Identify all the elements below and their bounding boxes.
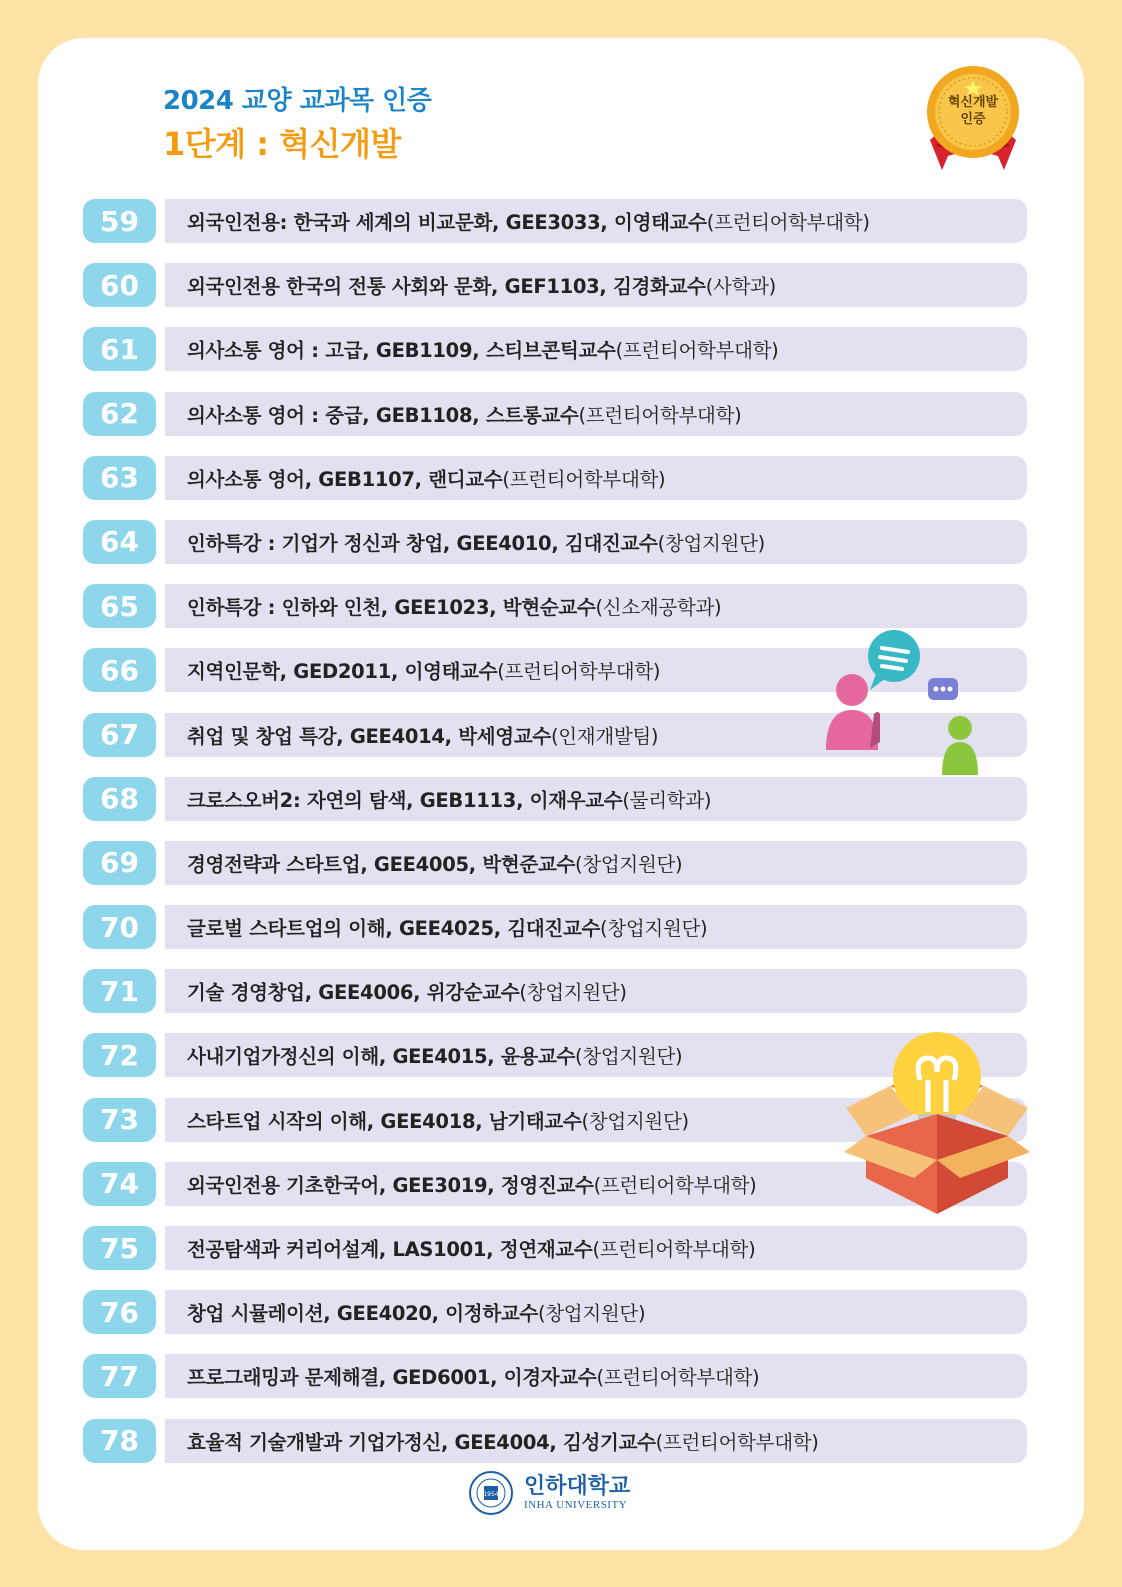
course-number: 71 xyxy=(83,969,156,1013)
course-info xyxy=(165,456,1027,500)
course-department: (사학과) xyxy=(705,275,776,299)
course-row xyxy=(83,1354,1028,1398)
badge-line-2: 인증 xyxy=(960,112,986,127)
course-info xyxy=(165,263,1027,307)
chat-people-illustration xyxy=(824,630,984,780)
course-info xyxy=(165,1290,1027,1334)
course-number: 70 xyxy=(83,905,156,949)
course-department: (창업지원단) xyxy=(537,1302,646,1326)
course-department: (프런티어학부대학) xyxy=(615,339,779,363)
course-info xyxy=(165,327,1027,371)
course-title: 의사소통 영어 : 고급, GEB1109, 스티브콘틱교수 xyxy=(187,339,616,363)
course-row xyxy=(83,199,1028,243)
course-row xyxy=(83,1419,1028,1463)
course-number: 77 xyxy=(83,1354,156,1398)
page-card xyxy=(38,38,1084,1550)
course-number: 69 xyxy=(83,841,156,885)
course-number: 64 xyxy=(83,520,156,564)
course-number: 60 xyxy=(83,263,156,307)
course-department: (창업지원단) xyxy=(575,1045,683,1069)
course-department: (프런티어학부대학) xyxy=(497,660,661,684)
course-info xyxy=(165,392,1027,436)
course-number: 68 xyxy=(83,777,156,821)
course-info xyxy=(165,520,1027,564)
lightbulb-box-illustration xyxy=(844,1028,1030,1214)
course-row xyxy=(83,1226,1028,1270)
course-department: (프런티어학부대학) xyxy=(655,1430,819,1454)
course-title: 의사소통 영어 : 중급, GEB1108, 스트롱교수 xyxy=(187,403,579,427)
course-title: 기술 경영창업, GEE4006, 위강순교수 xyxy=(187,981,520,1005)
course-number: 73 xyxy=(83,1098,156,1142)
course-row xyxy=(83,520,1028,564)
course-number: 61 xyxy=(83,327,156,371)
course-department: (프런티어학부대학) xyxy=(706,211,870,234)
course-row xyxy=(83,777,1028,821)
course-number: 76 xyxy=(83,1290,156,1334)
course-number: 67 xyxy=(83,713,156,757)
course-department: (프런티어학부대학) xyxy=(502,467,666,491)
page-subtitle: 1단계 : 혁신개발 xyxy=(163,125,401,163)
university-footer xyxy=(468,1470,630,1516)
course-number: 78 xyxy=(83,1419,156,1463)
course-department: (창업지원단) xyxy=(657,531,765,555)
course-title: 취업 및 창업 특강, GEE4014, 박세영교수 xyxy=(187,724,551,748)
course-title: 외국인전용 기초한국어, GEE3019, 정영진교수 xyxy=(187,1173,594,1197)
certification-badge xyxy=(918,60,1028,176)
course-department: (창업지원단) xyxy=(581,1109,689,1133)
course-info xyxy=(165,199,1027,243)
seal-text: 1954 xyxy=(483,1491,499,1498)
course-row xyxy=(83,327,1028,371)
course-title: 전공탐색과 커리어설계, LAS1001, 정연재교수 xyxy=(187,1238,593,1261)
course-row xyxy=(83,969,1028,1013)
course-title: 창업 시뮬레이션, GEE4020, 이정하교수 xyxy=(187,1302,538,1326)
course-title: 인하특강 : 기업가 정신과 창업, GEE4010, 김대진교수 xyxy=(187,531,658,555)
course-info xyxy=(165,841,1027,885)
course-number: 72 xyxy=(83,1033,156,1077)
course-row xyxy=(83,1290,1028,1334)
course-row xyxy=(83,456,1028,500)
course-number: 74 xyxy=(83,1162,156,1206)
page-header xyxy=(163,80,431,165)
course-info xyxy=(165,1354,1027,1398)
course-title: 외국인전용: 한국과 세계의 비교문화, GEE3033, 이영태교수 xyxy=(187,211,707,234)
course-row xyxy=(83,841,1028,885)
course-info xyxy=(165,969,1027,1013)
course-department: (신소재공학과) xyxy=(595,596,722,620)
course-department: (프런티어학부대학) xyxy=(596,1366,760,1390)
course-department: (인재개발팀) xyxy=(550,724,659,748)
course-row xyxy=(83,905,1028,949)
course-title: 사내기업가정신의 이해, GEE4015, 윤용교수 xyxy=(187,1045,576,1069)
course-title: 인하특강 : 인하와 인천, GEE1023, 박현순교수 xyxy=(187,596,596,620)
course-title: 효율적 기술개발과 기업가정신, GEE4004, 김성기교수 xyxy=(187,1430,656,1454)
course-number: 59 xyxy=(83,199,156,243)
page-title: 2024 교양 교과목 인증 xyxy=(163,86,432,116)
university-name-en: INHA UNIVERSITY xyxy=(524,1499,628,1511)
course-title: 글로벌 스타트업의 이해, GEE4025, 김대진교수 xyxy=(187,917,601,941)
course-row xyxy=(83,584,1028,628)
course-row xyxy=(83,392,1028,436)
university-name-ko: 인하대학교 xyxy=(524,1474,631,1499)
course-list xyxy=(83,199,1028,1483)
course-title: 경영전략과 스타트업, GEE4005, 박현준교수 xyxy=(187,852,576,876)
course-department: (창업지원단) xyxy=(575,852,683,876)
course-info xyxy=(165,777,1027,821)
course-department: (프런티어학부대학) xyxy=(592,1238,756,1261)
course-title: 프로그래밍과 문제해결, GED6001, 이경자교수 xyxy=(187,1366,597,1390)
course-title: 크로스오버2: 자연의 탐색, GEB1113, 이재우교수 xyxy=(187,788,623,812)
course-department: (프런티어학부대학) xyxy=(578,403,742,427)
course-title: 지역인문학, GED2011, 이영태교수 xyxy=(187,660,498,684)
course-number: 65 xyxy=(83,584,156,628)
course-department: (물리학과) xyxy=(622,788,712,812)
course-info xyxy=(165,1419,1027,1463)
course-title: 의사소통 영어, GEB1107, 랜디교수 xyxy=(187,467,503,491)
course-info xyxy=(165,1226,1027,1270)
course-info xyxy=(165,584,1027,628)
course-title: 외국인전용 한국의 전통 사회와 문화, GEF1103, 김경화교수 xyxy=(187,275,706,299)
course-department: (창업지원단) xyxy=(600,917,708,941)
course-number: 62 xyxy=(83,392,156,436)
course-info xyxy=(165,905,1027,949)
course-department: (프런티어학부대학) xyxy=(593,1173,757,1197)
university-seal-icon xyxy=(468,1470,514,1516)
course-number: 75 xyxy=(83,1226,156,1270)
course-title: 스타트업 시작의 이해, GEE4018, 남기태교수 xyxy=(187,1109,582,1133)
course-number: 63 xyxy=(83,456,156,500)
badge-line-1: 혁신개발 xyxy=(947,95,999,110)
course-row xyxy=(83,263,1028,307)
course-number: 66 xyxy=(83,648,156,692)
course-department: (창업지원단) xyxy=(519,981,627,1005)
